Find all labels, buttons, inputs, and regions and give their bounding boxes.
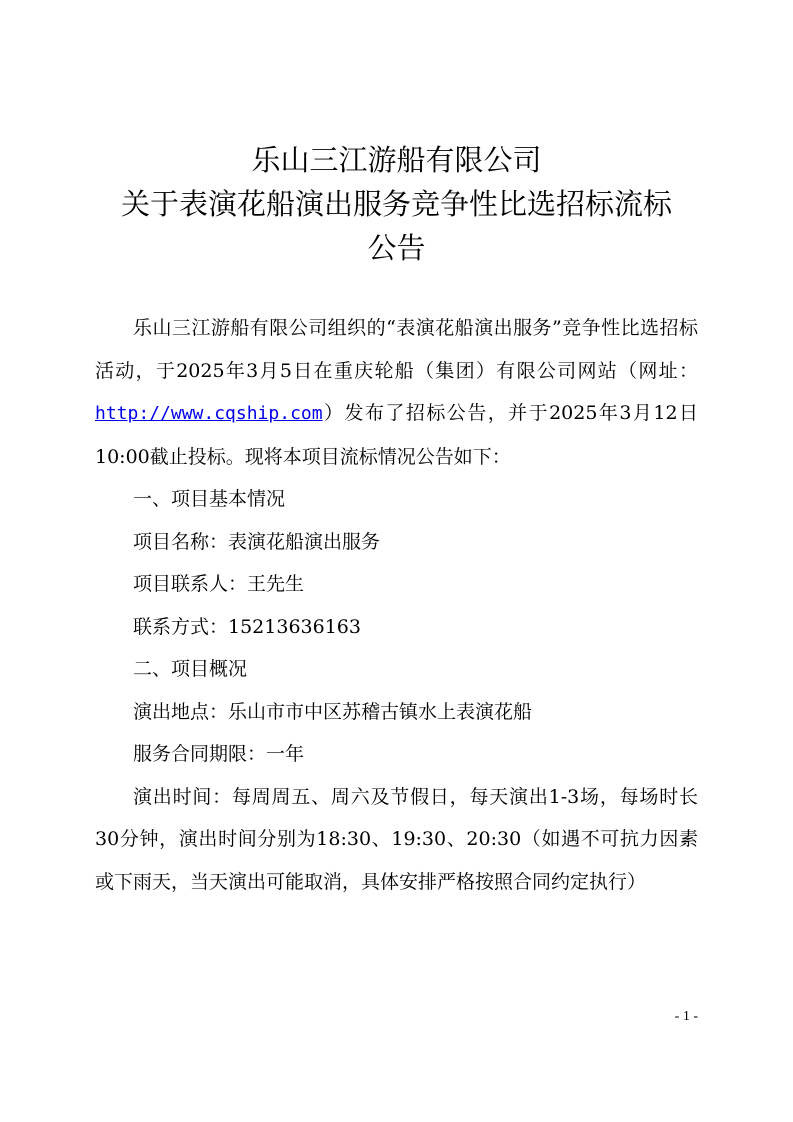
project-contact-person: 项目联系人：王先生 <box>133 573 305 595</box>
website-link[interactable]: http://www.cqship.com <box>95 403 323 424</box>
intro-paragraph <box>95 307 698 478</box>
project-name: 项目名称：表演花船演出服务 <box>133 530 381 553</box>
document-title <box>0 138 793 270</box>
performance-schedule: 演出时间：每周周五、周六及节假日，每天演出1-3场，每场时长30分钟，演出时间分别为18:30、19:30、20:30（如遇不可抗力因素或下雨天，当天演出可能取消，具体安排严格按照合同约定执行） <box>95 785 698 893</box>
title-line-notice: 公告 <box>367 231 426 265</box>
section2-heading: 二、项目概况 <box>133 658 248 680</box>
title-line-subject: 关于表演花船演出服务竞争性比选招标流标 <box>120 187 672 221</box>
title-line-company: 乐山三江游船有限公司 <box>251 143 542 177</box>
intro-text-after-link: ）发布了招标公告，并于2025年3月12日10:00截止投标。现将本项目流标情况公告如下： <box>95 402 698 468</box>
intro-text-before-link: 乐山三江游船有限公司组织的“表演花船演出服务”竞争性比选招标活动，于2025年3月5日在重庆轮船（集团）有限公司网站（网址： <box>95 317 698 382</box>
page-number: - 1 - <box>674 1009 698 1024</box>
performance-location: 演出地点：乐山市市中区苏稽古镇水上表演花船 <box>133 700 533 723</box>
section1-heading: 一、项目基本情况 <box>133 488 286 510</box>
document-body <box>95 307 698 903</box>
contract-period: 服务合同期限：一年 <box>133 743 305 765</box>
project-contact-method: 联系方式：15213636163 <box>133 615 361 638</box>
